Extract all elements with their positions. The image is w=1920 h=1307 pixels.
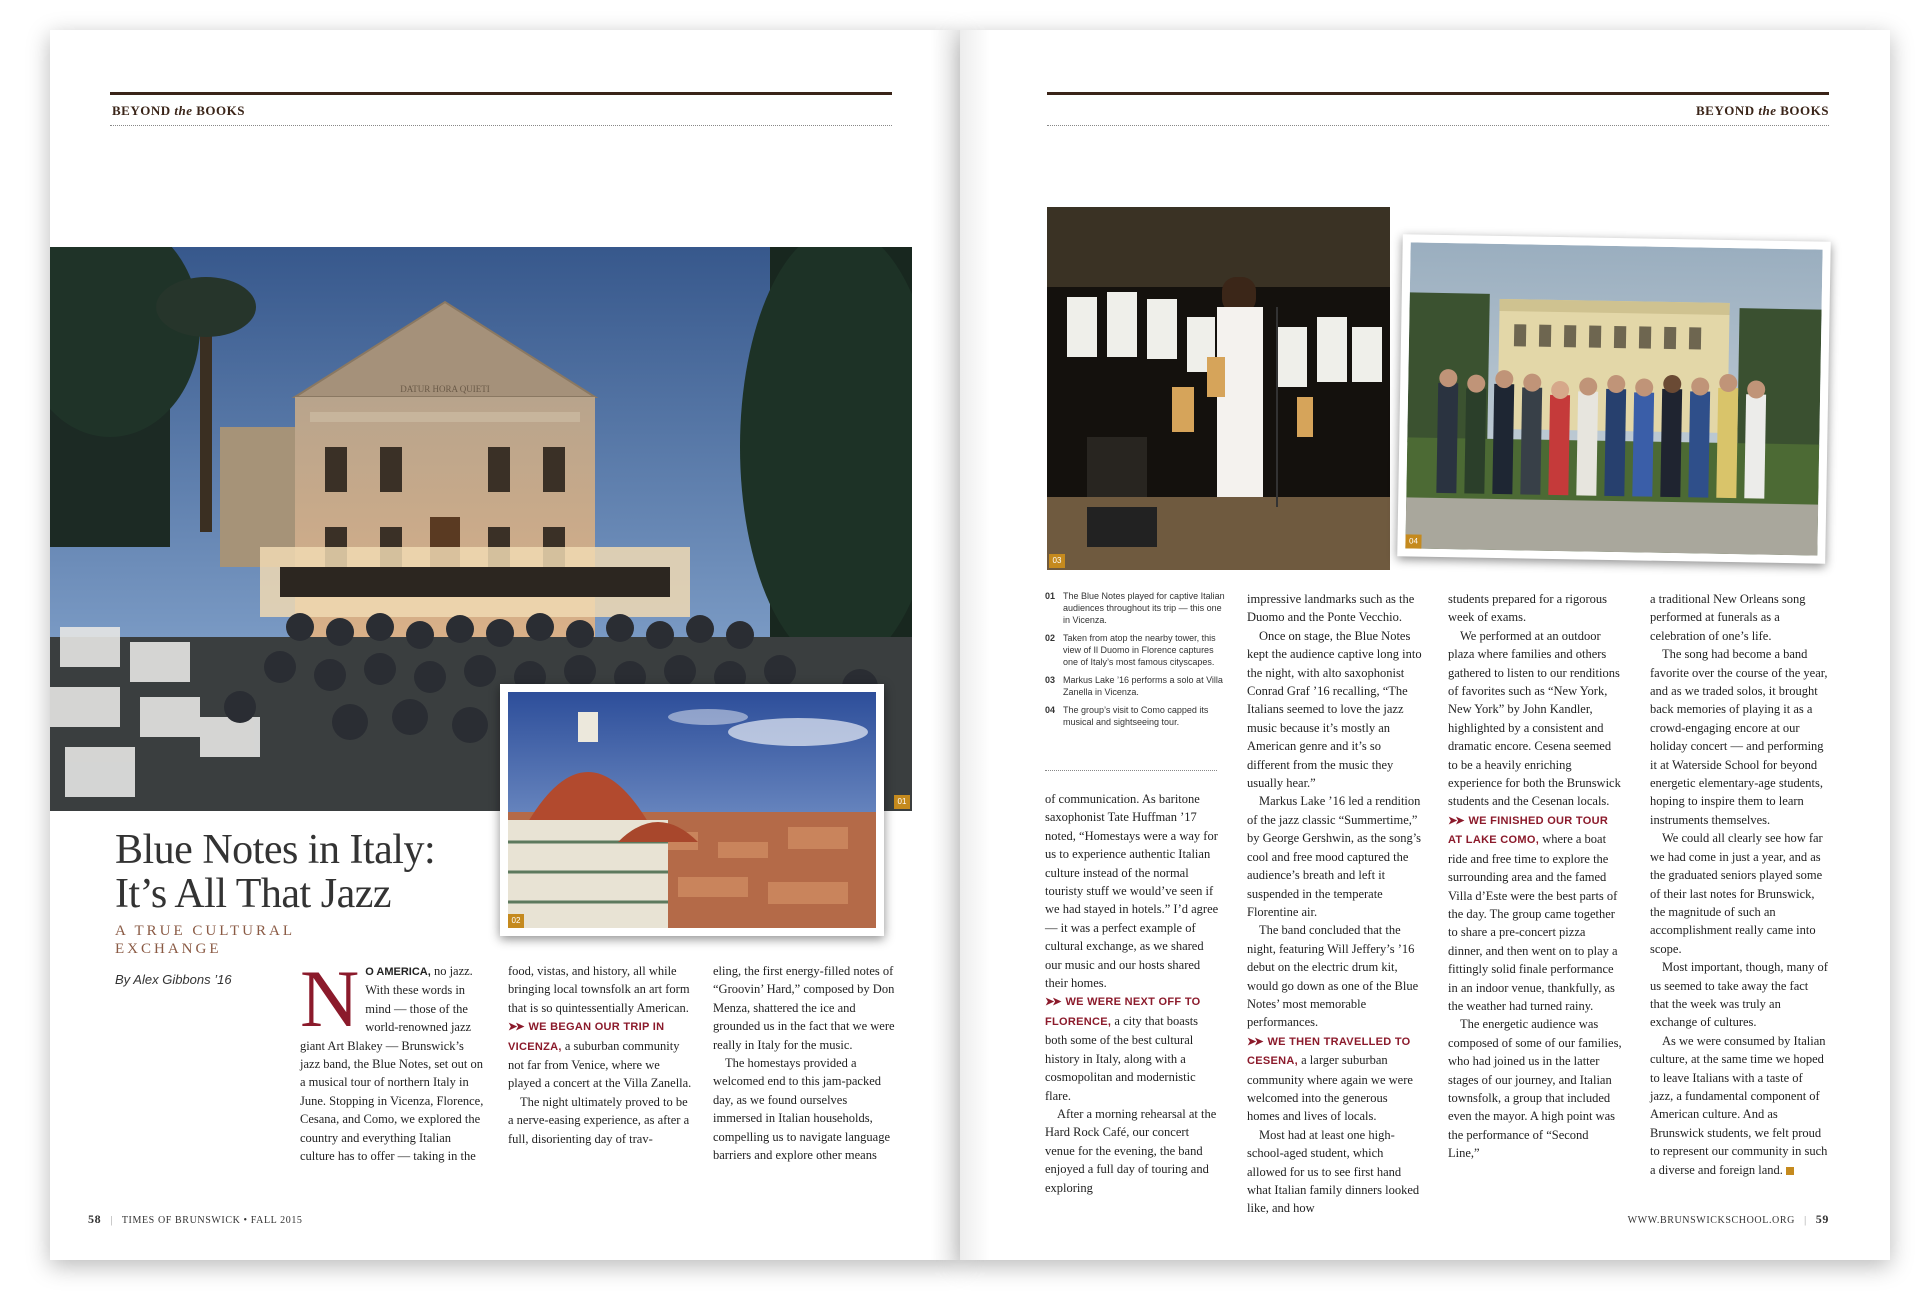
- paragraph: a traditional New Orleans song performed at funerals as a celebration of one’s life.: [1650, 592, 1806, 643]
- gutter-shadow: [930, 30, 990, 1260]
- publication-name: TIMES OF BRUNSWICK • FALL 2015: [121, 1215, 303, 1226]
- page-number-right: 59: [1815, 1212, 1829, 1226]
- paragraph: food, vistas, and history, all while bringing local townsfolk an art form that is so quintessentially American.: [508, 964, 690, 1015]
- article-title: [115, 828, 455, 916]
- paragraph: impressive landmarks such as the Duomo and the Ponte Vecchio.: [1247, 592, 1415, 625]
- paragraph: of communication. As baritone saxophonist Tate Huffman ’17 noted, “Homestays were a way for us to experience authentic Italian culture instead of the normal touristy stuff we would’ve seen if we had stayed in hotels.” I’d agree — it was a perfect example of cultural exchange, as we shared our music and our hosts shared their homes.: [1045, 792, 1219, 991]
- paragraph: After a morning rehearsal at the Hard Rock Café, our concert venue for the evening, the band enjoyed a full day of touring and exploring: [1045, 1106, 1217, 1195]
- folio-right: WWW.BRUNSWICKSCHOOL.ORG | 59: [1627, 1212, 1829, 1226]
- body-column-7: [1650, 590, 1828, 1179]
- florence-duomo-image: [508, 692, 876, 928]
- folio-left: 58 | TIMES OF BRUNSWICK • FALL 2015: [88, 1212, 303, 1226]
- paragraph: Most important, though, many of us seemed to take away the fact that the week was truly an exchange of cultures.: [1650, 960, 1828, 1030]
- article-title-line1: Blue Notes in Italy:: [115, 827, 436, 873]
- body-column-3: [713, 962, 898, 1164]
- section-label-right: BEYOND the BOOKS: [1696, 103, 1829, 118]
- header-dots-right: [1047, 125, 1829, 126]
- photo-captions: [1045, 590, 1225, 734]
- article-subtitle-line2: EXCHANGE: [115, 941, 222, 957]
- photo-florence-duomo: [500, 684, 884, 936]
- byline: By Alex Gibbons ’16: [115, 972, 232, 987]
- section-label-left: BEYOND the BOOKS: [112, 103, 245, 118]
- photo-saxophone-solo: [1047, 207, 1390, 570]
- body-column-4: [1045, 790, 1220, 1197]
- paragraph: The energetic audience was composed of some of our families, who had joined us in the latter stages of our journey, and Italian townsfolk, a group that included even the mayor. A high point was the performance of “Second Line,”: [1448, 1017, 1622, 1161]
- article-subtitle-line1: A TRUE CULTURAL: [115, 923, 296, 939]
- section-arrow-heading: ➤➤ WE WERE NEXT OFF TO FLORENCE,: [1045, 996, 1201, 1028]
- caption-item: 04 The group’s visit to Como capped its musical and sightseeing tour.: [1045, 705, 1209, 727]
- paragraph: Most had at least one high-school-aged student, which allowed for us to see first hand what Italian family dinners looked like, and how: [1247, 1127, 1420, 1216]
- double-arrow-icon: ➤➤: [508, 1021, 523, 1034]
- building-inscription: DATUR HORA QUIETI: [400, 384, 490, 394]
- header-dots-left: [110, 125, 892, 126]
- photo-number-04: 04: [1405, 534, 1421, 548]
- paragraph: The song had become a band favorite over the course of the year, and as we traded solos, it brought back memories of playing it as a crowd-engaging encore at our holiday concert — and performing it at Waterside School for beyond energetic elementary-age students, hoping to inspire them to learn instruments themselves.: [1650, 647, 1828, 827]
- paragraph: The night ultimately proved to be a nerve-easing experience, as after a full, disorienting day of trav-: [508, 1094, 690, 1146]
- paragraph: Markus Lake ’16 led a rendition of the jazz classic “Summertime,” by George Gershwin, as the song’s cool and free mood captured the audience’s breath and left it suspended in the temperate Florentine air.: [1247, 794, 1422, 919]
- paragraph: The homestays provided a welcomed end to this jam-packed day, as we found ourselves immersed in Italian households, compelling us to navigate language barriers and explore other means: [713, 1056, 891, 1163]
- body-column-1: [300, 953, 485, 1165]
- article-subtitle: [115, 922, 315, 958]
- paragraph: eling, the first energy-filled notes of “Groovin’ Hard,” composed by Don Menza, shattered the ice and grounded us in the fact that we were really in Italy for the music.: [713, 964, 895, 1052]
- section-arrow-heading: ➤➤ WE FINISHED OUR TOUR AT LAKE COMO,: [1448, 814, 1609, 847]
- drop-cap: N: [300, 953, 360, 1044]
- paragraph: ➤➤ WE WERE NEXT OFF TO FLORENCE, a city that boasts both some of the best cultural history in Italy, along with a cosmopolitan and modernistic flare.: [1045, 996, 1201, 1103]
- paragraph: As we were consumed by Italian culture, at the same time we hoped to leave Italians with a taste of jazz, a fundamental component of American culture. And as Brunswick students, we felt proud to represent our community in such a diverse and foreign land.: [1650, 1033, 1828, 1177]
- caption-item: 03 Markus Lake ’16 performs a solo at Villa Zanella in Vicenza.: [1045, 675, 1223, 697]
- header-rule-left: [110, 92, 892, 95]
- caption-item: 02 Taken from atop the nearby tower, this view of Il Duomo in Florence captures one of Italy’s most famous cityscapes.: [1045, 633, 1216, 667]
- double-arrow-icon: ➤➤: [1045, 996, 1060, 1009]
- paragraph: The band concluded that the night, featuring Will Jeffery’s ’16 debut on the electric drum kit, would go down as one of the Blue Notes’ most memorable performances.: [1247, 923, 1419, 1030]
- website-url: WWW.BRUNSWICKSCHOOL.ORG: [1627, 1215, 1795, 1226]
- end-mark-icon: [1786, 1167, 1794, 1175]
- header-rule-right: [1047, 92, 1829, 95]
- double-arrow-icon: ➤➤: [1448, 814, 1463, 827]
- double-arrow-icon: ➤➤: [1247, 1035, 1262, 1048]
- paragraph: students prepared for a rigorous week of exams.: [1448, 592, 1607, 625]
- body-column-2: [508, 962, 693, 1148]
- photo-number-03: 03: [1049, 554, 1065, 568]
- photo-group-como: [1397, 234, 1831, 563]
- article-title-line2: It’s All That Jazz: [115, 871, 391, 917]
- section-arrow-heading: ➤➤ WE BEGAN OUR TRIP IN VICENZA,: [508, 1021, 665, 1053]
- photo-number-01: 01: [894, 795, 910, 809]
- paragraph: Once on stage, the Blue Notes kept the audience captive long into the night, with alto saxophonist Conrad Graf ’16 recalling, “The Italians seemed to love the jazz music because it’s mostly an American genre and it’s so different from the music they usually hear.”: [1247, 628, 1422, 791]
- paragraph: We could all clearly see how far we had come in just a year, and as the graduated seniors played some of their last notes for Brunswick, the magnitude of such an accomplishment really came into scope.: [1650, 831, 1823, 956]
- body-column-6: [1448, 590, 1623, 1163]
- body-column-5: [1247, 590, 1422, 1218]
- photo-number-02: 02: [508, 914, 524, 928]
- caption-divider: [1045, 770, 1217, 771]
- paragraph: ➤➤ WE BEGAN OUR TRIP IN VICENZA, a suburban community not far from Venice, where we played a concert at the Villa Zanella.: [508, 1021, 692, 1091]
- lead-caps: O AMERICA,: [365, 966, 431, 978]
- paragraph: ➤➤ WE FINISHED OUR TOUR AT LAKE COMO, where a boat ride and free time to explore the surrounding area and the famed Villa d’Este were the best parts of the day. The group came together to share a pre-concert pizza dinner, and then went on to play a fittingly solid finale performance in an indoor venue, thankfully, as the weather had turned rainy.: [1448, 814, 1618, 1013]
- saxophone-solo-image: [1047, 207, 1390, 570]
- group-como-image: [1405, 242, 1822, 555]
- paragraph: no jazz. With these words in mind — those of the world-renowned jazz giant Art Blakey — Brunswick’s jazz band, the Blue Notes, set out on a musical tour of northern Italy in June. Stopping in Vicenza, Florence, Cesana, and Como, we explored the country and everything Italian culture has to offer — taking in the: [300, 964, 484, 1164]
- page-number-left: 58: [88, 1212, 102, 1226]
- section-arrow-heading: ➤➤ WE THEN TRAVELLED TO CESENA,: [1247, 1035, 1411, 1068]
- paragraph: ➤➤ WE THEN TRAVELLED TO CESENA, a larger suburban community where again we were welcomed into the generous homes and lives of locals.: [1247, 1035, 1413, 1124]
- paragraph: We performed at an outdoor plaza where families and others gathered to listen to our renditions of favorites such as “New York, New York” by John Kandler, highlighted by a consistent and dramatic encore. Cesena seemed to be a heavily enriching experience for both the Brunswick students and the Cesenan locals.: [1448, 628, 1621, 809]
- caption-item: 01 The Blue Notes played for captive Italian audiences throughout its trip — this one in Vicenza.: [1045, 591, 1225, 625]
